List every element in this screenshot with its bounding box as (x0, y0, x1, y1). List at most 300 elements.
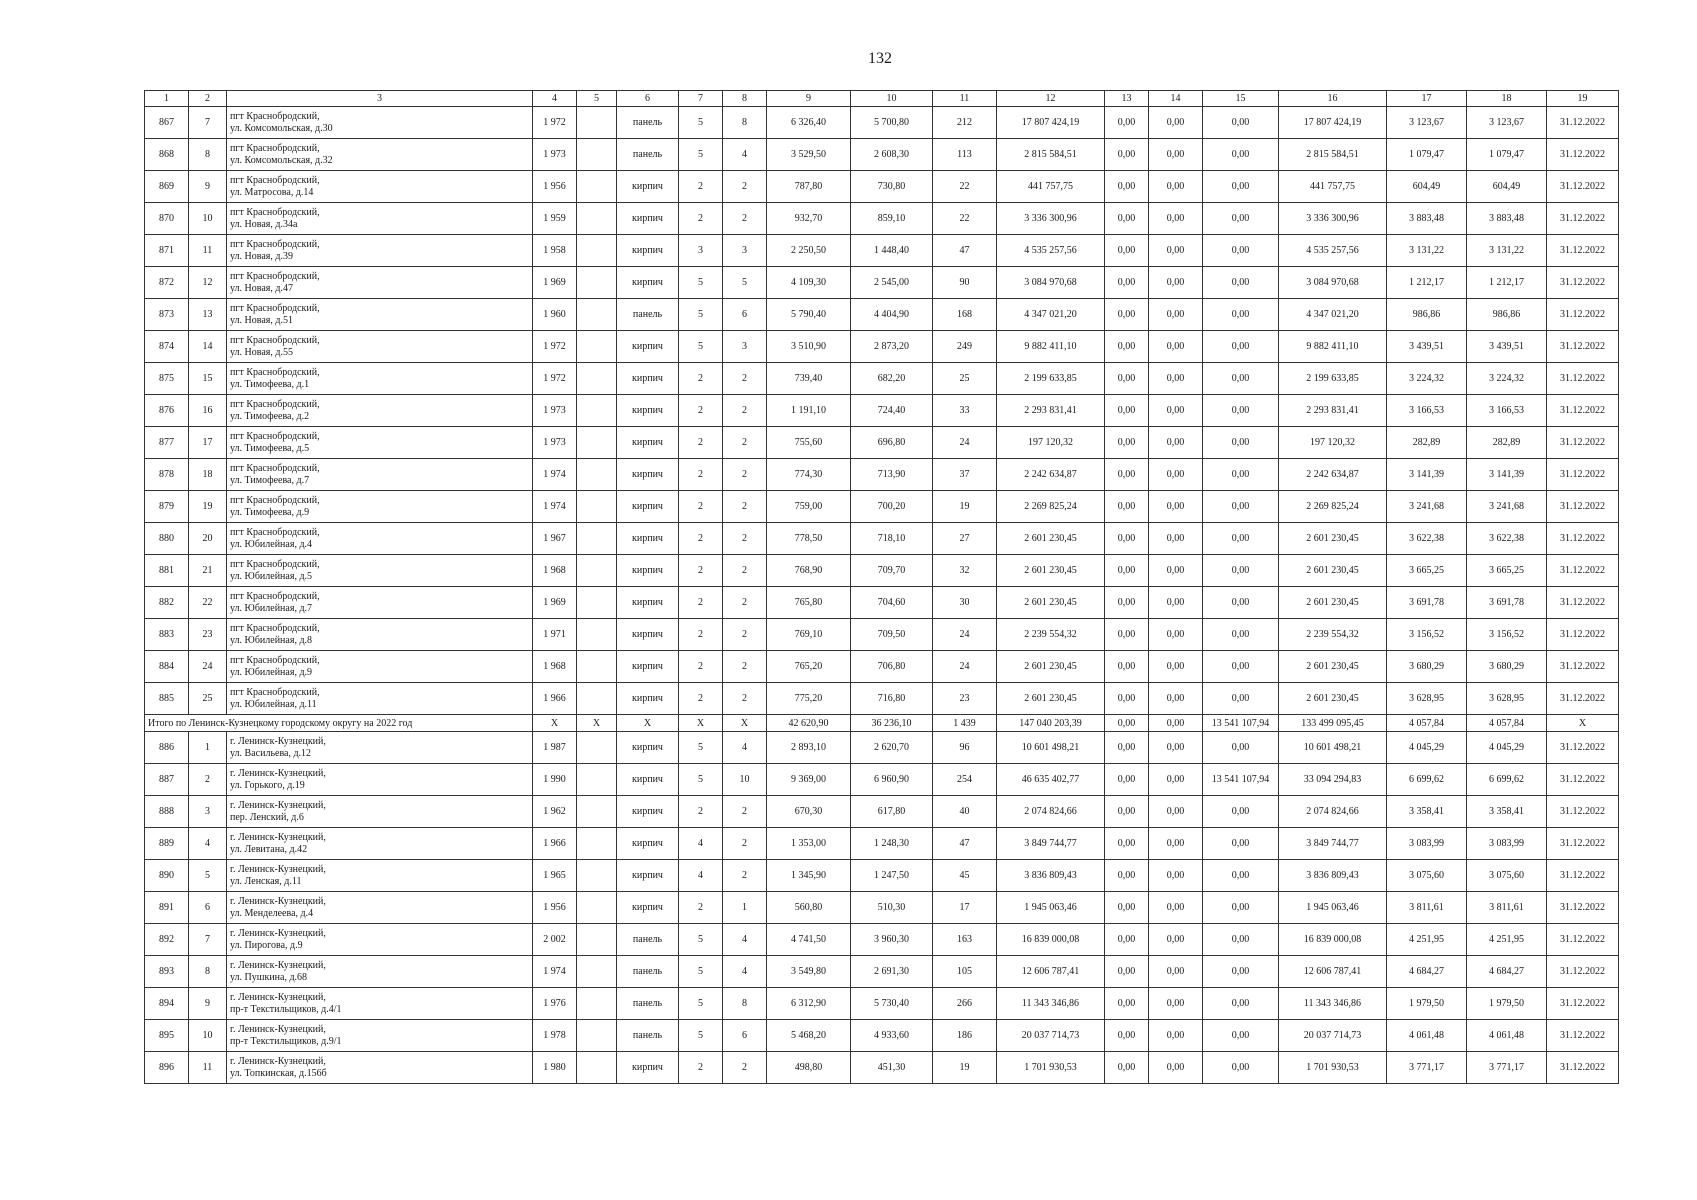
wall-material-cell: кирпич (617, 203, 679, 235)
col18-cell: 3 083,99 (1467, 828, 1547, 860)
row-index-cell: 20 (189, 523, 227, 555)
col17-cell: 1 079,47 (1387, 139, 1467, 171)
total-c19-cell: Х (1547, 715, 1619, 732)
col16-cell: 197 120,32 (1279, 427, 1387, 459)
residential-area-cell: 859,10 (851, 203, 933, 235)
floors-cell: 2 (679, 892, 723, 924)
year-built-cell: 1 968 (533, 555, 577, 587)
col13-cell: 0,00 (1105, 1052, 1149, 1084)
table-row (145, 107, 1619, 139)
row-index-cell: 8 (189, 139, 227, 171)
col16-cell: 3 836 809,43 (1279, 860, 1387, 892)
address-locality: г. Ленинск-Кузнецкий, (230, 991, 326, 1003)
year-built-cell: 1 972 (533, 363, 577, 395)
wall-material-cell: кирпич (617, 331, 679, 363)
row-number-cell: 876 (145, 395, 189, 427)
address-cell (227, 683, 533, 715)
col16-cell: 9 882 411,10 (1279, 331, 1387, 363)
col5-cell (577, 331, 617, 363)
address-street: пер. Ленский, д.6 (230, 811, 304, 823)
col14-cell: 0,00 (1149, 203, 1203, 235)
floors-cell: 2 (679, 363, 723, 395)
row-index-cell: 11 (189, 235, 227, 267)
row-number-cell: 896 (145, 1052, 189, 1084)
col5-cell (577, 924, 617, 956)
total-cost-cell: 2 239 554,32 (997, 619, 1105, 651)
col17-cell: 3 680,29 (1387, 651, 1467, 683)
address-locality: г. Ленинск-Кузнецкий, (230, 1055, 326, 1067)
entrances-cell: 2 (723, 619, 767, 651)
registry-table (144, 90, 1619, 1084)
col14-cell: 0,00 (1149, 988, 1203, 1020)
entrances-cell: 2 (723, 555, 767, 587)
total-cost-cell: 2 601 230,45 (997, 651, 1105, 683)
wall-material-cell: кирпич (617, 1052, 679, 1084)
row-number-cell: 888 (145, 796, 189, 828)
col5-cell (577, 491, 617, 523)
year-built-cell: 1 969 (533, 267, 577, 299)
total-c18-cell: 4 057,84 (1467, 715, 1547, 732)
entrances-cell: 4 (723, 139, 767, 171)
row-index-cell: 9 (189, 988, 227, 1020)
total-cost-cell: 3 849 744,77 (997, 828, 1105, 860)
col16-cell: 441 757,75 (1279, 171, 1387, 203)
col5-cell (577, 828, 617, 860)
col16-cell: 3 849 744,77 (1279, 828, 1387, 860)
col18-cell: 986,86 (1467, 299, 1547, 331)
residential-area-cell: 696,80 (851, 427, 933, 459)
col15-cell: 0,00 (1203, 651, 1279, 683)
row-number-cell: 874 (145, 331, 189, 363)
address-street: ул. Комсомольская, д.30 (230, 122, 333, 134)
column-number-header: 1 (145, 91, 189, 107)
address-locality: г. Ленинск-Кузнецкий, (230, 735, 326, 747)
residents-cell: 22 (933, 171, 997, 203)
total-area-cell: 6 312,90 (767, 988, 851, 1020)
row-number-cell: 891 (145, 892, 189, 924)
entrances-cell: 2 (723, 171, 767, 203)
entrances-cell: 2 (723, 587, 767, 619)
year-built-cell: 1 972 (533, 331, 577, 363)
floors-cell: 5 (679, 107, 723, 139)
residents-cell: 105 (933, 956, 997, 988)
row-index-cell: 3 (189, 796, 227, 828)
col5-cell (577, 1052, 617, 1084)
address-street: ул. Тимофеева, д.2 (230, 410, 310, 422)
residential-area-cell: 510,30 (851, 892, 933, 924)
residential-area-cell: 1 448,40 (851, 235, 933, 267)
floors-cell: 2 (679, 587, 723, 619)
total-area-cell: 670,30 (767, 796, 851, 828)
col16-cell: 2 601 230,45 (1279, 523, 1387, 555)
col13-cell: 0,00 (1105, 587, 1149, 619)
address-cell (227, 619, 533, 651)
col5-cell (577, 619, 617, 651)
column-number-header: 3 (227, 91, 533, 107)
address-cell (227, 459, 533, 491)
total-cost-cell: 17 807 424,19 (997, 107, 1105, 139)
total-cost-cell: 2 074 824,66 (997, 796, 1105, 828)
col13-cell: 0,00 (1105, 235, 1149, 267)
address-locality: г. Ленинск-Кузнецкий, (230, 959, 326, 971)
row-number-cell: 870 (145, 203, 189, 235)
entrances-cell: 2 (723, 395, 767, 427)
residential-area-cell: 1 247,50 (851, 860, 933, 892)
wall-material-cell: кирпич (617, 892, 679, 924)
column-number-header: 8 (723, 91, 767, 107)
col13-cell: 0,00 (1105, 523, 1149, 555)
col15-cell: 0,00 (1203, 860, 1279, 892)
deadline-cell: 31.12.2022 (1547, 892, 1619, 924)
col16-cell: 4 535 257,56 (1279, 235, 1387, 267)
residents-cell: 45 (933, 860, 997, 892)
entrances-cell: 2 (723, 683, 767, 715)
floors-cell: 2 (679, 523, 723, 555)
total-cost-cell: 441 757,75 (997, 171, 1105, 203)
col17-cell: 3 241,68 (1387, 491, 1467, 523)
total-cost-cell: 197 120,32 (997, 427, 1105, 459)
column-number-header: 19 (1547, 91, 1619, 107)
col18-cell: 3 131,22 (1467, 235, 1547, 267)
col13-cell: 0,00 (1105, 363, 1149, 395)
registry-table-body (145, 91, 1619, 1084)
address-locality: пгт Краснобродский, (230, 110, 320, 122)
col18-cell: 3 622,38 (1467, 523, 1547, 555)
col17-cell: 3 691,78 (1387, 587, 1467, 619)
floors-cell: 3 (679, 235, 723, 267)
row-index-cell: 2 (189, 764, 227, 796)
year-built-cell: 1 978 (533, 1020, 577, 1052)
col14-cell: 0,00 (1149, 171, 1203, 203)
col5-cell (577, 171, 617, 203)
col18-cell: 1 979,50 (1467, 988, 1547, 1020)
col15-cell: 0,00 (1203, 107, 1279, 139)
total-cost-cell: 3 836 809,43 (997, 860, 1105, 892)
col15-cell: 0,00 (1203, 235, 1279, 267)
floors-cell: 5 (679, 299, 723, 331)
address-cell (227, 363, 533, 395)
row-number-cell: 883 (145, 619, 189, 651)
col17-cell: 3 622,38 (1387, 523, 1467, 555)
col15-cell: 0,00 (1203, 203, 1279, 235)
total-area-cell: 755,60 (767, 427, 851, 459)
page-number: 132 (868, 50, 892, 67)
total-c13-cell: 0,00 (1105, 715, 1149, 732)
wall-material-cell: кирпич (617, 427, 679, 459)
deadline-cell: 31.12.2022 (1547, 427, 1619, 459)
residential-area-cell: 682,20 (851, 363, 933, 395)
col13-cell: 0,00 (1105, 427, 1149, 459)
row-index-cell: 15 (189, 363, 227, 395)
deadline-cell: 31.12.2022 (1547, 491, 1619, 523)
col5-cell (577, 683, 617, 715)
col16-cell: 12 606 787,41 (1279, 956, 1387, 988)
deadline-cell: 31.12.2022 (1547, 395, 1619, 427)
entrances-cell: 2 (723, 203, 767, 235)
address-locality: г. Ленинск-Кузнецкий, (230, 1023, 326, 1035)
col18-cell: 4 045,29 (1467, 732, 1547, 764)
row-number-cell: 893 (145, 956, 189, 988)
year-built-cell: 1 974 (533, 491, 577, 523)
total-area-cell: 6 326,40 (767, 107, 851, 139)
row-number-cell: 872 (145, 267, 189, 299)
total-area-cell: 560,80 (767, 892, 851, 924)
total-area-cell: 759,00 (767, 491, 851, 523)
address-cell (227, 299, 533, 331)
col18-cell: 4 684,27 (1467, 956, 1547, 988)
wall-material-cell: панель (617, 988, 679, 1020)
address-street: ул. Ленская, д.11 (230, 875, 302, 887)
row-index-cell: 12 (189, 267, 227, 299)
floors-cell: 2 (679, 427, 723, 459)
entrances-cell: 6 (723, 299, 767, 331)
residents-cell: 168 (933, 299, 997, 331)
floors-cell: 5 (679, 988, 723, 1020)
total-area-cell: 739,40 (767, 363, 851, 395)
col13-cell: 0,00 (1105, 203, 1149, 235)
row-number-cell: 887 (145, 764, 189, 796)
entrances-cell: 8 (723, 988, 767, 1020)
year-built-cell: 1 976 (533, 988, 577, 1020)
column-number-header: 4 (533, 91, 577, 107)
col16-cell: 16 839 000,08 (1279, 924, 1387, 956)
address-cell (227, 395, 533, 427)
row-index-cell: 6 (189, 892, 227, 924)
total-area-cell: 9 369,00 (767, 764, 851, 796)
total-area-cell: 774,30 (767, 459, 851, 491)
entrances-cell: 2 (723, 796, 767, 828)
floors-cell: 5 (679, 331, 723, 363)
table-row (145, 860, 1619, 892)
residential-area-cell: 709,50 (851, 619, 933, 651)
total-area-cell: 4 741,50 (767, 924, 851, 956)
row-number-cell: 877 (145, 427, 189, 459)
deadline-cell: 31.12.2022 (1547, 956, 1619, 988)
col5-cell (577, 587, 617, 619)
address-street: ул. Тимофеева, д.5 (230, 442, 310, 454)
residents-cell: 47 (933, 235, 997, 267)
residents-cell: 19 (933, 1052, 997, 1084)
wall-material-cell: кирпич (617, 651, 679, 683)
col16-cell: 2 815 584,51 (1279, 139, 1387, 171)
address-cell (227, 587, 533, 619)
col18-cell: 1 212,17 (1467, 267, 1547, 299)
col17-cell: 986,86 (1387, 299, 1467, 331)
entrances-cell: 2 (723, 491, 767, 523)
row-number-cell: 882 (145, 587, 189, 619)
year-built-cell: 1 971 (533, 619, 577, 651)
deadline-cell: 31.12.2022 (1547, 363, 1619, 395)
floors-cell: 2 (679, 459, 723, 491)
year-built-cell: 1 973 (533, 395, 577, 427)
total-area-cell: 5 468,20 (767, 1020, 851, 1052)
col14-cell: 0,00 (1149, 796, 1203, 828)
deadline-cell: 31.12.2022 (1547, 683, 1619, 715)
row-index-cell: 19 (189, 491, 227, 523)
residential-area-cell: 1 248,30 (851, 828, 933, 860)
col18-cell: 282,89 (1467, 427, 1547, 459)
residents-cell: 37 (933, 459, 997, 491)
row-number-cell: 885 (145, 683, 189, 715)
residential-area-cell: 451,30 (851, 1052, 933, 1084)
col14-cell: 0,00 (1149, 235, 1203, 267)
address-street: ул. Новая, д.34а (230, 218, 298, 230)
row-number-cell: 868 (145, 139, 189, 171)
total-area-cell: 768,90 (767, 555, 851, 587)
col13-cell: 0,00 (1105, 299, 1149, 331)
col13-cell: 0,00 (1105, 395, 1149, 427)
table-row (145, 427, 1619, 459)
total-area-cell: 787,80 (767, 171, 851, 203)
col15-cell: 0,00 (1203, 956, 1279, 988)
address-cell (227, 828, 533, 860)
row-index-cell: 23 (189, 619, 227, 651)
col16-cell: 11 343 346,86 (1279, 988, 1387, 1020)
address-cell (227, 427, 533, 459)
wall-material-cell: кирпич (617, 683, 679, 715)
table-row (145, 555, 1619, 587)
col5-cell (577, 203, 617, 235)
year-built-cell: 1 974 (533, 956, 577, 988)
address-locality: пгт Краснобродский, (230, 494, 320, 506)
col13-cell: 0,00 (1105, 619, 1149, 651)
col15-cell: 0,00 (1203, 1020, 1279, 1052)
address-locality: пгт Краснобродский, (230, 174, 320, 186)
col15-cell: 0,00 (1203, 828, 1279, 860)
col13-cell: 0,00 (1105, 107, 1149, 139)
table-row (145, 171, 1619, 203)
col16-cell: 10 601 498,21 (1279, 732, 1387, 764)
col15-cell: 0,00 (1203, 892, 1279, 924)
col5-cell (577, 651, 617, 683)
col17-cell: 3 224,32 (1387, 363, 1467, 395)
deadline-cell: 31.12.2022 (1547, 796, 1619, 828)
col16-cell: 2 199 633,85 (1279, 363, 1387, 395)
column-number-header: 9 (767, 91, 851, 107)
col5-cell (577, 860, 617, 892)
address-cell (227, 651, 533, 683)
floors-cell: 5 (679, 139, 723, 171)
address-locality: пгт Краснобродский, (230, 206, 320, 218)
residential-area-cell: 713,90 (851, 459, 933, 491)
col14-cell: 0,00 (1149, 732, 1203, 764)
residents-cell: 254 (933, 764, 997, 796)
table-row (145, 235, 1619, 267)
row-number-cell: 875 (145, 363, 189, 395)
total-cost-cell: 2 199 633,85 (997, 363, 1105, 395)
wall-material-cell: панель (617, 924, 679, 956)
floors-cell: 5 (679, 764, 723, 796)
col17-cell: 3 628,95 (1387, 683, 1467, 715)
row-number-cell: 889 (145, 828, 189, 860)
col13-cell: 0,00 (1105, 171, 1149, 203)
col5-cell (577, 363, 617, 395)
col16-cell: 33 094 294,83 (1279, 764, 1387, 796)
residents-cell: 27 (933, 523, 997, 555)
table-row (145, 491, 1619, 523)
col17-cell: 4 045,29 (1387, 732, 1467, 764)
row-number-cell: 871 (145, 235, 189, 267)
total-c10-cell: 36 236,10 (851, 715, 933, 732)
col18-cell: 4 061,48 (1467, 1020, 1547, 1052)
residents-cell: 212 (933, 107, 997, 139)
floors-cell: 2 (679, 683, 723, 715)
col13-cell: 0,00 (1105, 651, 1149, 683)
address-locality: пгт Краснобродский, (230, 430, 320, 442)
col17-cell: 1 979,50 (1387, 988, 1467, 1020)
year-built-cell: 1 956 (533, 171, 577, 203)
address-cell (227, 491, 533, 523)
deadline-cell: 31.12.2022 (1547, 267, 1619, 299)
col13-cell: 0,00 (1105, 796, 1149, 828)
residential-area-cell: 4 404,90 (851, 299, 933, 331)
deadline-cell: 31.12.2022 (1547, 924, 1619, 956)
wall-material-cell: кирпич (617, 523, 679, 555)
residential-area-cell: 617,80 (851, 796, 933, 828)
address-street: ул. Юбилейная, д.4 (230, 538, 313, 550)
year-built-cell: 1 980 (533, 1052, 577, 1084)
year-built-cell: 1 962 (533, 796, 577, 828)
address-street: ул. Менделеева, д.4 (230, 907, 314, 919)
deadline-cell: 31.12.2022 (1547, 331, 1619, 363)
address-street: ул. Юбилейная, д.5 (230, 570, 313, 582)
address-street: ул. Новая, д.51 (230, 314, 293, 326)
col17-cell: 4 684,27 (1387, 956, 1467, 988)
address-cell (227, 860, 533, 892)
col16-cell: 1 945 063,46 (1279, 892, 1387, 924)
entrances-cell: 3 (723, 235, 767, 267)
wall-material-cell: кирпич (617, 235, 679, 267)
deadline-cell: 31.12.2022 (1547, 523, 1619, 555)
column-number-header: 17 (1387, 91, 1467, 107)
total-area-cell: 765,20 (767, 651, 851, 683)
wall-material-cell: панель (617, 299, 679, 331)
row-number-cell: 881 (145, 555, 189, 587)
address-cell (227, 1052, 533, 1084)
floors-cell: 5 (679, 1020, 723, 1052)
residents-cell: 47 (933, 828, 997, 860)
address-street: ул. Новая, д.47 (230, 282, 293, 294)
table-row (145, 828, 1619, 860)
address-cell (227, 555, 533, 587)
total-area-cell: 769,10 (767, 619, 851, 651)
wall-material-cell: кирпич (617, 267, 679, 299)
table-row (145, 331, 1619, 363)
wall-material-cell: кирпич (617, 764, 679, 796)
col16-cell: 4 347 021,20 (1279, 299, 1387, 331)
total-cost-cell: 11 343 346,86 (997, 988, 1105, 1020)
col15-cell: 0,00 (1203, 1052, 1279, 1084)
col13-cell: 0,00 (1105, 491, 1149, 523)
table-row (145, 363, 1619, 395)
row-index-cell: 22 (189, 587, 227, 619)
total-cost-cell: 2 815 584,51 (997, 139, 1105, 171)
address-locality: г. Ленинск-Кузнецкий, (230, 767, 326, 779)
column-number-header: 16 (1279, 91, 1387, 107)
col14-cell: 0,00 (1149, 764, 1203, 796)
floors-cell: 2 (679, 651, 723, 683)
col18-cell: 3 075,60 (1467, 860, 1547, 892)
col13-cell: 0,00 (1105, 267, 1149, 299)
address-locality: пгт Краснобродский, (230, 462, 320, 474)
address-locality: г. Ленинск-Кузнецкий, (230, 895, 326, 907)
year-built-cell: 1 966 (533, 828, 577, 860)
col14-cell: 0,00 (1149, 587, 1203, 619)
col17-cell: 3 141,39 (1387, 459, 1467, 491)
col5-cell (577, 235, 617, 267)
column-number-header: 15 (1203, 91, 1279, 107)
row-number-cell: 873 (145, 299, 189, 331)
